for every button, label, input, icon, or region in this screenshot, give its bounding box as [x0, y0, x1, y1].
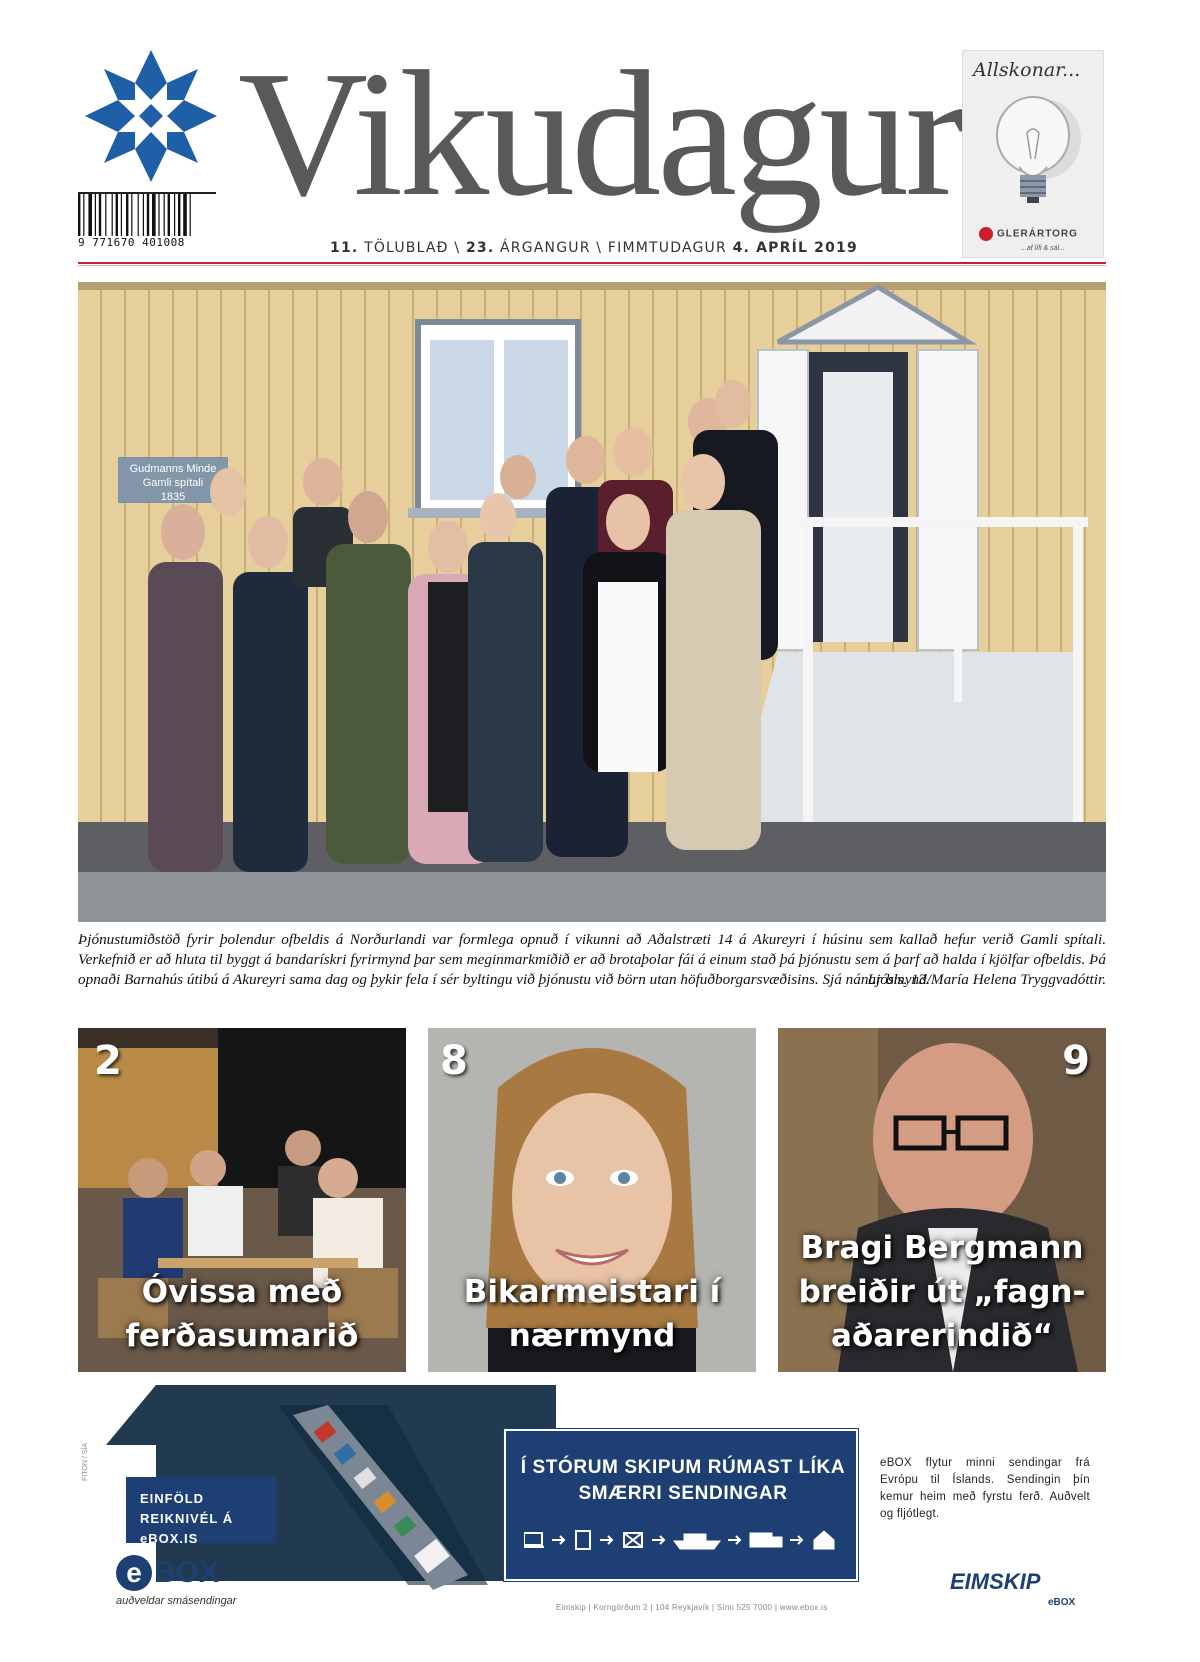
teaser-headline	[428, 1270, 756, 1358]
teaser-headline	[778, 1226, 1106, 1358]
truck-icon	[750, 1533, 772, 1547]
barcode-bar	[174, 194, 175, 236]
teaser-headline-line: nærmynd	[508, 1318, 676, 1354]
barcode-bar	[152, 194, 156, 236]
arrow-icon	[600, 1536, 612, 1544]
barcode-number: 9 771670 401008	[78, 236, 185, 249]
barcode-bar	[190, 194, 191, 236]
ebox-logo	[116, 1555, 219, 1591]
corner-advertisement[interactable]	[962, 50, 1104, 258]
teaser-page-number: 9	[1062, 1038, 1090, 1084]
issue-number: 11.	[330, 240, 359, 256]
issue-date: 4. APRÍL 2019	[732, 240, 858, 256]
volume-number: 23.	[465, 240, 495, 256]
teaser-page-2[interactable]	[78, 1028, 406, 1372]
masthead-rule-secondary	[78, 265, 1106, 266]
barcode-bar	[131, 194, 132, 236]
ebox-logo-mark: e	[116, 1555, 152, 1591]
barcode-bar	[78, 194, 80, 236]
teaser-page-8[interactable]	[428, 1028, 756, 1372]
barcode-bar	[105, 194, 106, 236]
ebox-body-text: eBOX flytur minni sendingar frá Evrópu til Íslands. Sendingin þín kemur heim með fyrstu ferð. Auðvelt og fljótlegt.	[880, 1457, 1090, 1520]
arrow-icon	[790, 1536, 802, 1544]
ebox-tagline: auðveldar smásendingar	[116, 1595, 237, 1607]
teaser-headline-line: Bragi Bergmann	[800, 1230, 1084, 1266]
agency-credit: FITON / SÍA	[82, 1443, 89, 1481]
masthead-rule	[78, 262, 1106, 264]
eimskip-logo: EIMSKIP	[950, 1569, 1041, 1594]
teaser-page-number: 2	[94, 1038, 122, 1084]
barcode-bar	[83, 194, 84, 236]
teaser-headline-line: aðarerindið“	[831, 1318, 1053, 1354]
caption-text: Þjónustumiðstöð fyrir þolendur ofbeldis á Norðurlandi var formlega opnuð í vikunni að Aðalstræti 14 á Akureyri í húsinu sem kallað hefur verið Gamli spítali. Verkefnið er að hluta til byggt á bandarískri fyrirmynd þar sem meginmarkmiðið er að brotaþolar fái á einum stað þá þjónustu sem á þarf að halda í kjölfar ofbeldis. Þá opnaði Barnahús útibú á Akureyri sama dag og þykir fela í sér byltingu við þjónustu við börn utan höfuðborgarsvæðisins. Sjá nánar bls. 13.	[78, 931, 1106, 988]
laptop-icon	[524, 1533, 542, 1545]
teaser-page-9[interactable]	[778, 1028, 1106, 1372]
barcode-bar	[99, 194, 101, 236]
teaser-headline	[78, 1270, 406, 1358]
barcode-bar	[143, 194, 144, 236]
light-bulb-icon	[987, 89, 1083, 219]
calculator-link-button[interactable]: EINFÖLD REIKNIVÉL Á eBOX.IS	[126, 1477, 276, 1543]
main-photo	[78, 282, 1106, 922]
house-icon	[814, 1531, 834, 1549]
teaser-headline-line: ferðasumarið	[125, 1318, 359, 1354]
ebox-headline: Í STÓRUM SKIPUM RÚMAST LÍKA SMÆRRI SENDINGAR	[520, 1457, 846, 1504]
barcode-bar	[95, 194, 96, 236]
ebox-headline-panel	[504, 1429, 858, 1581]
sign-line-2: Gamli spítali	[142, 477, 204, 489]
brand-logo-icon	[979, 227, 993, 241]
barcode-bar	[178, 194, 180, 236]
barcode-bar	[183, 194, 187, 236]
barcode-bar	[147, 194, 149, 236]
ebox-advertisement[interactable]	[78, 1385, 1106, 1625]
barcode-bar	[88, 194, 92, 236]
volume-label: ÁRGANGUR \ FIMMTUDAGUR	[500, 240, 727, 256]
calculator-icon	[576, 1531, 590, 1549]
company-address: Eimskip | Korngörðum 2 | 104 Reykjavík | Sími 525 7000 | www.ebox.is	[556, 1603, 828, 1612]
eimskip-ebox-logo: eBOX	[1048, 1597, 1076, 1608]
ebox-logo-text: BOX	[154, 1556, 220, 1589]
barcode-bar	[121, 194, 122, 236]
barcode-bar	[116, 194, 118, 236]
ad-brand	[979, 227, 1078, 241]
photo-credit: Ljósmynd/María Helena Tryggvadóttir.	[867, 971, 1106, 988]
barcode-bar	[158, 194, 159, 236]
arrow-icon	[652, 1536, 664, 1544]
arrow-icon	[728, 1536, 740, 1544]
teaser-headline-line: Óvissa með	[141, 1274, 343, 1310]
ad-brand-name: GLERÁRTORG	[997, 228, 1078, 240]
teaser-page-number: 8	[440, 1038, 468, 1084]
ship-icon	[674, 1541, 720, 1549]
ad-script-text: Allskonar...	[973, 59, 1081, 81]
sign-line-3: 1835	[160, 491, 186, 503]
sign-line-1: Gudmanns Minde	[129, 463, 217, 475]
shipping-steps	[524, 1527, 842, 1553]
barcode-bar	[164, 194, 165, 236]
teaser-headline-line: breiðir út „fagn-	[798, 1274, 1086, 1310]
issue-line	[330, 240, 870, 256]
main-photo-caption	[78, 930, 1106, 990]
barcode-bar	[138, 194, 139, 236]
newspaper-title: Vikudagur	[238, 34, 962, 233]
star-logo-icon	[85, 50, 217, 182]
barcode-bar	[112, 194, 113, 236]
barcode-bar	[126, 194, 128, 236]
teaser-headline-line: Bikarmeistari í	[463, 1274, 721, 1310]
barcode-bar	[168, 194, 170, 236]
barcode	[78, 192, 218, 252]
arrow-icon	[552, 1536, 564, 1544]
ad-tagline: ...af lífi & sál...	[1021, 245, 1065, 252]
issue-label: TÖLUBLAÐ \	[364, 240, 461, 256]
